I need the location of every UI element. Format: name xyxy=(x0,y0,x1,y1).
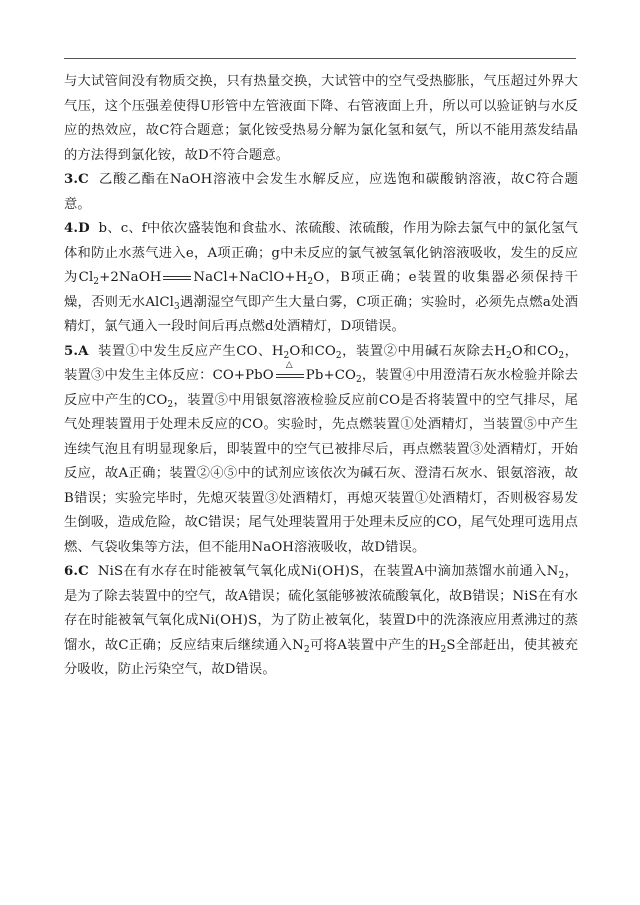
heating-reaction-icon xyxy=(274,359,306,381)
subscript: 2 xyxy=(335,350,342,361)
subscript: 2 xyxy=(307,277,314,287)
answer-number: 5.A xyxy=(64,343,89,359)
text: 遇潮湿空气即产生大量白雾，C项正确；实验时，必须先点燃a处酒精灯，氯气通入一段时间后再点燃d处酒精灯，D项错误。 xyxy=(64,294,578,334)
text: Pb+CO xyxy=(305,368,356,383)
subscript: 2 xyxy=(558,350,565,361)
text: NaCl+NaClO+H xyxy=(193,270,308,285)
subscript: 2 xyxy=(505,350,512,361)
answer-number: 3.C xyxy=(64,172,89,187)
text: O和CO xyxy=(511,343,559,359)
subscript: 2 xyxy=(167,399,174,410)
subscript: 3 xyxy=(174,301,180,312)
subscript: 2 xyxy=(440,644,447,655)
text: ，是为了除去装置中的空气，故A错误；硫化氢能够被浓硫酸氧化，故B错误；NiS在有水存在时能被氧气氧化成Ni(OH)S，为了防止被氧化，装置D中的洗涤液应用煮沸过的蒸馏水，故C正确；反应结束后继续通入N xyxy=(64,564,578,653)
heat-symbol: △ xyxy=(285,359,293,370)
subscript: 2 xyxy=(283,350,290,361)
answer-4 xyxy=(64,217,578,340)
text: O和CO xyxy=(289,343,336,359)
paragraph-continued xyxy=(64,70,578,168)
subscript: 2 xyxy=(355,375,362,385)
subscript: 2 xyxy=(303,644,310,655)
equals-sign-icon xyxy=(161,273,193,283)
text: S全部赶出，使其被充分吸收，防止污染空气，故D错误。 xyxy=(64,637,579,677)
text: 装置①中发生反应产生CO、H xyxy=(98,343,284,359)
header-rule xyxy=(64,58,576,59)
subscript: 2 xyxy=(93,277,100,287)
text: ，装置③中发生主体反应：CO+PbO xyxy=(64,343,578,383)
answer-number: 6.C xyxy=(64,564,89,579)
text: 与大试管间没有物质交换，只有热量交换，大试管中的空气受热膨胀，气压超过外界大气压，这个压强差使得U形管中左管液面下降、右管液面上升，所以可以验证钠与水反应的热效应，故C符合题意；氯化铵受热易分解为氯化氢和氨气，所以不能用蒸发结晶的方法得到氯化铵，故D不符合题意。 xyxy=(64,74,578,163)
text: 乙酸乙酯在NaOH溶液中会发生水解反应，应选饱和碳酸钠溶液，故C符合题意。 xyxy=(64,172,579,212)
answer-number: 4.D xyxy=(64,221,90,236)
text: ，装置②中用碱石灰除去H xyxy=(341,343,506,359)
subscript: 2 xyxy=(558,571,565,581)
text: NiS在有水存在时能被氧气氧化成Ni(OH)S，在装置A中滴加蒸馏水前通入N xyxy=(97,564,559,579)
text: +2NaOH xyxy=(99,270,162,285)
text: ，装置④中用澄清石灰水检验并除去反应中产生的CO xyxy=(64,368,578,408)
answer-6 xyxy=(64,560,578,683)
answer-content xyxy=(64,70,578,683)
text: 可将A装置中产生的H xyxy=(309,637,441,653)
text: ，装置⑤中用银氨溶液检验反应前CO是否将装置中的空气排尽，尾气处理装置用于处理未反应的CO。实验时，先点燃装置①处酒精灯，当装置⑤中产生连续气泡且有明显现象后，即装置中的空气已被排尽后，再点燃装置③处酒精灯，开始反应，故A正确；装置②④⑤中的试剂应该依次为碱石灰、澄清石灰水、银氨溶液，故B错误；实验完毕时，先熄灭装置③处酒精灯，再熄灭装置①处酒精灯，否则极容易发生倒吸，造成危险，故C错误；尾气处理装置用于处理未反应的CO，尾气处理可选用点燃、气袋收集等方法，但不能用NaOH溶液吸收，故D错误。 xyxy=(64,392,579,555)
text: O，B项正确；e装置的收集器必须保持干燥，否则无水AlCl xyxy=(64,270,578,310)
text: b、c、f中依次盛装饱和食盐水、浓硫酸、浓硫酸，作用为除去氯气中的氯化氢气体和防止水蒸气进入e，A项正确；g中未反应的氯气被氢氧化钠溶液吸收，发生的反应为Cl xyxy=(64,221,578,285)
answer-3 xyxy=(64,168,578,217)
answer-5 xyxy=(64,340,578,561)
